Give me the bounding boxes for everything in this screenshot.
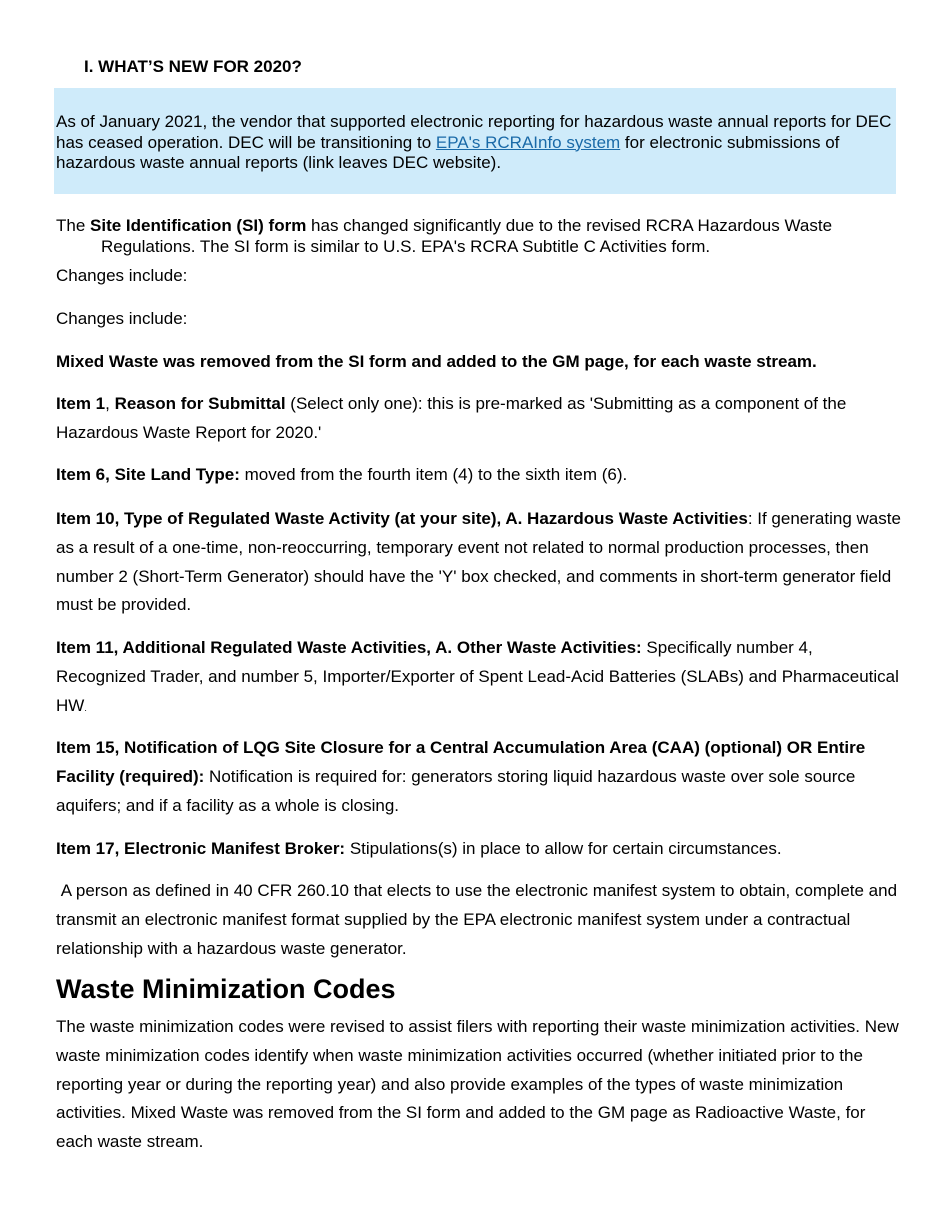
- item-10-text: : If generating waste as a result of a one-time, non-reoccurring, temporary event not related to normal production processes, then number 2 (Short-Term Generator) should have the 'Y' box checked, and comments in short-term generator field must be provided.: [56, 509, 901, 615]
- item-6-label: Item 6, Site Land Type:: [56, 465, 240, 484]
- item-6-text: moved from the fourth item (4) to the sixth item (6).: [239, 465, 628, 484]
- notice-text-after: for electronic submissions of hazardous waste annual reports (link leaves DEC website).: [56, 132, 840, 172]
- mixed-waste-note: [56, 352, 901, 372]
- item-1-label: Item 1: [56, 394, 106, 413]
- item-11-tail: .: [84, 702, 87, 713]
- item-11-paragraph: [56, 634, 901, 722]
- item-15-text: Notification is required for: generators storing liquid hazardous waste over sole source aquifers; and if a facility as a whole is closing.: [56, 766, 856, 815]
- mixed-waste-text: Mixed Waste was removed from the SI form and added to the GM page, for each waste stream.: [56, 352, 817, 371]
- item-17-label: Item 17, Electronic Manifest Broker:: [56, 839, 346, 858]
- changes-include-1: Changes include:: [56, 266, 188, 285]
- item-10-paragraph: [56, 505, 901, 620]
- item-17-paragraph: [56, 835, 901, 864]
- notice-text-before: As of January 2021, the vendor that supported electronic reporting for hazardous waste annual reports for DEC has ceased operation. DEC will be transitioning to: [56, 112, 892, 152]
- item-11-label: Item 11, Additional Regulated Waste Activities, A. Other Waste Activities:: [56, 638, 642, 657]
- manifest-broker-definition: A person as defined in 40 CFR 260.10 that elects to use the electronic manifest system to obtain, complete and transmit an electronic manifest format supplied by the EPA electronic manifest system under a contractual relationship with a hazardous waste generator.: [56, 881, 902, 958]
- changes-include-2: Changes include:: [56, 309, 188, 328]
- item-1-separator: ,: [105, 394, 115, 413]
- si-form-paragraph: [56, 216, 921, 257]
- item-1-paragraph: [56, 390, 901, 448]
- si-text-after: has changed significantly due to the revised RCRA Hazardous Waste Regulations. The SI form is similar to U.S. EPA's RCRA Subtitle C Activities form.: [101, 216, 833, 256]
- item-10-label: Item 10, Type of Regulated Waste Activity (at your site), A. Hazardous Waste Activities: [56, 509, 748, 528]
- waste-minimization-paragraph: The waste minimization codes were revised to assist filers with reporting their waste minimization activities. New waste minimization codes identify when waste minimization activities occurred (whether initiated prior to the reporting year or during the reporting year) and also provide examples of the types of waste minimization activities. Mixed Waste was removed from the SI form and added to the GM page as Radioactive Waste, for each waste stream.: [56, 1017, 899, 1152]
- waste-minimization-heading: Waste Minimization Codes: [56, 974, 396, 1004]
- si-form-label: Site Identification (SI) form: [90, 216, 307, 235]
- item-15-label: Item 15, Notification of LQG Site Closure for a Central Accumulation Area (CAA) (optional) OR Entire Facility (required):: [56, 738, 866, 786]
- item-15-paragraph: [56, 734, 901, 820]
- notice-box: [54, 88, 896, 194]
- item-6-paragraph: [56, 461, 901, 490]
- si-text-before: The: [56, 216, 91, 235]
- item-17-text: Stipulations(s) in place to allow for certain circumstances.: [345, 839, 782, 858]
- item-1-title: Reason for Submittal: [114, 394, 286, 413]
- item-11-text: Specifically number 4, Recognized Trader, and number 5, Importer/Exporter of Spent Lead-Acid Batteries (SLABs) and Pharmaceutical HW: [56, 638, 899, 715]
- section-heading: I. WHAT’S NEW FOR 2020?: [84, 57, 302, 76]
- item-1-text: (Select only one): this is pre-marked as 'Submitting as a component of the Hazardous Waste Report for 2020.': [56, 394, 847, 442]
- rcrainfo-link[interactable]: EPA's RCRAInfo system: [435, 132, 621, 152]
